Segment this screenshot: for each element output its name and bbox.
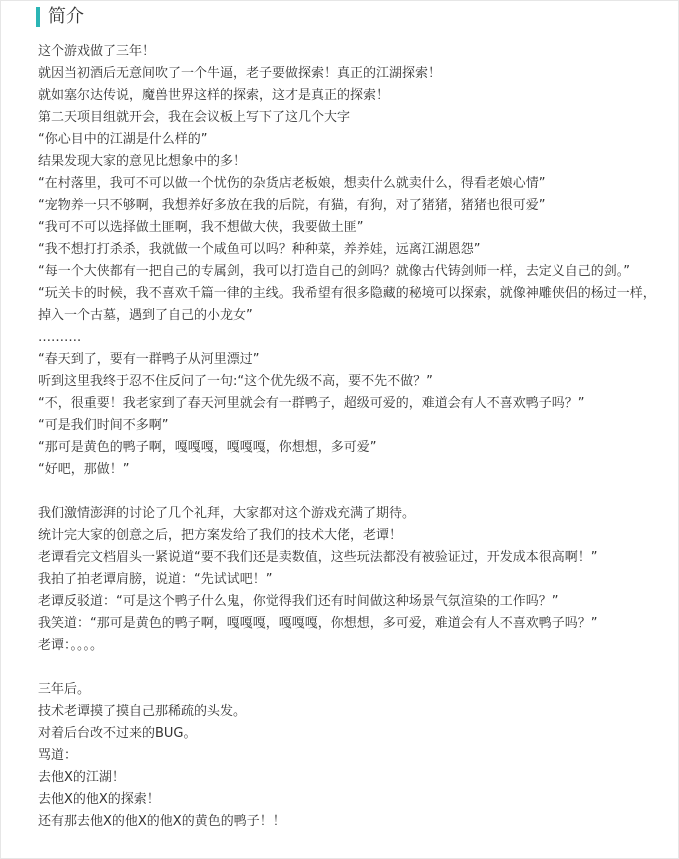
paragraph-line: 老谭：。。。。 (38, 638, 104, 653)
paragraph-line: “在村落里，我可不可以做一个忧伤的杂货店老板娘，想卖什么就卖什么，得看老娘心情” (38, 176, 546, 191)
paragraph-line: 第二天项目组就开会，我在会议板上写下了这几个大字 (38, 110, 351, 125)
paragraph-line: “你心目中的江湖是什么样的” (38, 132, 208, 147)
section-header (36, 6, 84, 28)
paragraph-line: 对着后台改不过来的BUG。 (38, 726, 197, 741)
paragraph-line: 就因当初酒后无意间吹了一个牛逼，老子要做探索！真正的江湖探索！ (38, 66, 442, 81)
paragraph-line: 技术老谭摸了摸自己那稀疏的头发。 (38, 704, 247, 719)
paragraph-line: 去他X的江湖！ (38, 770, 125, 785)
paragraph-line: 我拍了拍老谭肩膀，说道：“先试试吧！” (38, 572, 273, 587)
paragraph-spacer (38, 657, 664, 679)
paragraph-line: “可是我们时间不多啊” (38, 418, 169, 433)
paragraph-line: 还有那去他X的他X的他X的黄色的鸭子！！ (38, 814, 286, 829)
paragraph-line: 我笑道：“那可是黄色的鸭子啊，嘎嘎嘎，嘎嘎嘎，你想想，多可爱，难道会有人不喜欢鸭子吗？” (38, 616, 598, 631)
paragraph-line: 骂道： (38, 748, 78, 763)
paragraph-line: 三年后。 (38, 682, 91, 697)
paragraph-spacer (38, 481, 664, 503)
paragraph-line: ………. (38, 330, 82, 345)
paragraph-line: 听到这里我终于忍不住反问了一句:“这个优先级不高，要不先不做？” (38, 374, 433, 389)
paragraph-line: “春天到了，要有一群鸭子从河里漂过” (38, 352, 260, 367)
paragraph-line: “宠物养一只不够啊，我想养好多放在我的后院，有猫，有狗，对了猪猪，猪猪也很可爱” (38, 198, 546, 213)
paragraph-line: “我可不可以选择做土匪啊，我不想做大侠，我要做土匪” (38, 220, 364, 235)
paragraph-line: “那可是黄色的鸭子啊，嘎嘎嘎，嘎嘎嘎，你想想，多可爱” (38, 440, 377, 455)
paragraph-line: “好吧，那做！” (38, 462, 130, 477)
paragraph-line: “每一个大侠都有一把自己的专属剑，我可以打造自己的剑吗？就像古代铸剑师一样，去定义自己的剑。” (38, 264, 630, 279)
paragraph-line: 老谭反驳道：“可是这个鸭子什么鬼，你觉得我们还有时间做这种场景气氛渲染的工作吗？” (38, 594, 559, 609)
paragraph-line: 这个游戏做了三年！ (38, 44, 156, 59)
paragraph-line: “玩关卡的时候，我不喜欢千篇一律的主线。我希望有很多隐藏的秘境可以探索，就像神雕侠侣的杨过一样，掉入一个古墓，遇到了自己的小龙女” (38, 286, 656, 323)
paragraph-line: 老谭看完文档眉头一紧说道“要不我们还是卖数值，这些玩法都没有被验证过，开发成本很高啊！” (38, 550, 598, 565)
section-accent-bar (36, 7, 40, 27)
paragraph-line: “我不想打打杀杀，我就做一个咸鱼可以吗？种种菜，养养娃，远离江湖恩怨” (38, 242, 481, 257)
paragraph-line: 去他X的他X的探索！ (38, 792, 160, 807)
paragraph-line: “不，很重要！我老家到了春天河里就会有一群鸭子，超级可爱的，难道会有人不喜欢鸭子吗？” (38, 396, 585, 411)
section-title: 简介 (48, 6, 84, 27)
paragraph-line: 我们激情澎湃的讨论了几个礼拜，大家都对这个游戏充满了期待。 (38, 506, 416, 521)
description-text (38, 41, 664, 833)
paragraph-line: 就如塞尔达传说，魔兽世界这样的探索，这才是真正的探索！ (38, 88, 390, 103)
paragraph-line: 统计完大家的创意之后，把方案发给了我们的技术大佬，老谭！ (38, 528, 403, 543)
paragraph-line: 结果发现大家的意见比想象中的多！ (38, 154, 247, 169)
